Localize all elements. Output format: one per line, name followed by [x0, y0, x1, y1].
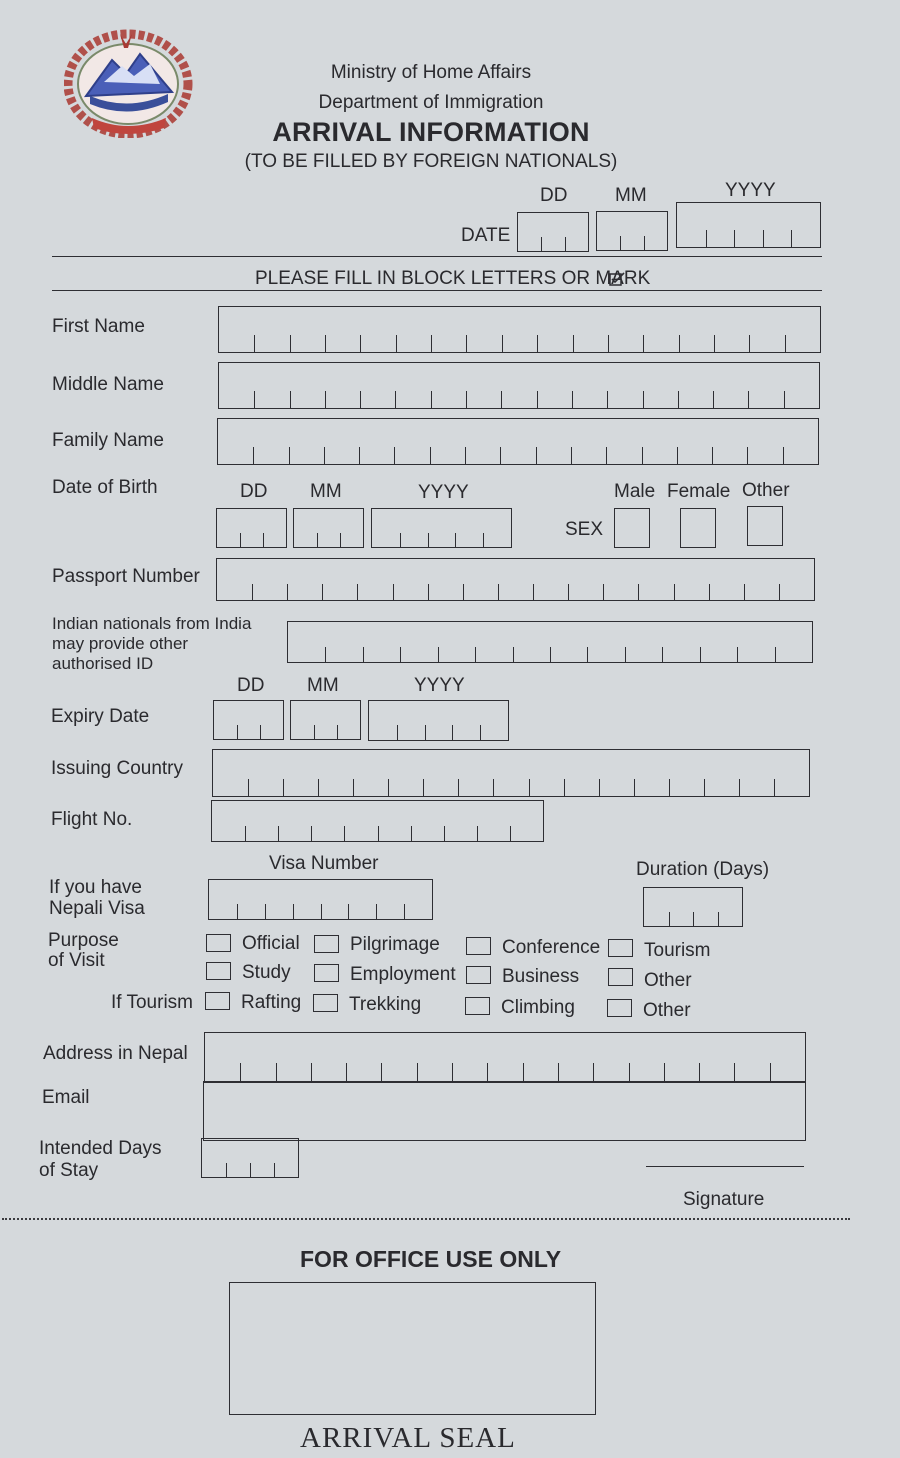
cell-divider [248, 779, 249, 796]
cell-divider [599, 779, 600, 796]
cell-divider [629, 1063, 630, 1082]
cell-divider [466, 391, 467, 408]
cell-divider [346, 1063, 347, 1082]
cell-divider [321, 904, 322, 919]
passport-number-field[interactable] [216, 558, 815, 601]
cell-divider [606, 447, 607, 464]
cell-divider [638, 584, 639, 600]
dob-dd-label: DD [240, 481, 268, 502]
purpose-tourism-checkbox[interactable] [608, 939, 633, 957]
cell-divider [325, 391, 326, 408]
cell-divider [533, 584, 534, 600]
cell-divider [749, 335, 750, 352]
cell-divider [699, 1063, 700, 1082]
cell-divider [411, 826, 412, 841]
tourism-rafting-checkbox[interactable] [205, 992, 230, 1010]
cell-divider [785, 335, 786, 352]
purpose-tourism-label: Tourism [644, 940, 711, 961]
cell-divider [359, 447, 360, 464]
cell-divider [500, 447, 501, 464]
purpose-study-label: Study [242, 962, 291, 983]
cell-divider [783, 447, 784, 464]
cell-divider [558, 1063, 559, 1082]
cell-divider [395, 391, 396, 408]
intended-days-label-line2: of Stay [39, 1160, 99, 1181]
cell-divider [480, 725, 481, 740]
form-subtitle: (TO BE FILLED BY FOREIGN NATIONALS) [244, 151, 618, 172]
cell-divider [322, 584, 323, 600]
cell-divider [353, 779, 354, 796]
sex-other-label: Other [742, 480, 790, 501]
cell-divider [287, 584, 288, 600]
purpose-other-label: Other [644, 970, 692, 991]
intended-days-field[interactable] [201, 1138, 299, 1178]
cell-divider [274, 1163, 275, 1177]
cell-divider [700, 647, 701, 662]
cell-divider [404, 904, 405, 919]
cell-divider [425, 725, 426, 740]
cell-divider [564, 779, 565, 796]
first-name-field[interactable] [218, 306, 821, 353]
department-name: Department of Immigration [318, 92, 544, 113]
purpose-employment-checkbox[interactable] [314, 964, 339, 982]
cell-divider [263, 533, 264, 547]
cell-divider [510, 826, 511, 841]
cell-divider [608, 335, 609, 352]
cell-divider [718, 912, 719, 926]
indian-id-label-line3: authorised ID [52, 654, 154, 673]
cell-divider [744, 584, 745, 600]
cell-divider [431, 335, 432, 352]
sex-other-checkbox[interactable] [747, 506, 783, 546]
purpose-other-checkbox[interactable] [608, 968, 633, 986]
date-yyyy-field[interactable] [676, 202, 821, 248]
tear-off-line [2, 1218, 850, 1220]
cell-divider [293, 904, 294, 919]
office-use-title: FOR OFFICE USE ONLY [300, 1246, 562, 1272]
cell-divider [388, 779, 389, 796]
cell-divider [254, 391, 255, 408]
tourism-trekking-checkbox[interactable] [313, 994, 338, 1012]
tourism-other-checkbox[interactable] [607, 999, 632, 1017]
visa-number-label: Visa Number [269, 853, 379, 874]
purpose-employment-label: Employment [350, 964, 456, 985]
cell-divider [400, 533, 401, 547]
cell-divider [417, 1063, 418, 1082]
cell-divider [674, 584, 675, 600]
cell-divider [593, 1063, 594, 1082]
indian-id-field[interactable] [287, 621, 813, 663]
cell-divider [240, 1063, 241, 1082]
cell-divider [252, 584, 253, 600]
expiry-yyyy-field[interactable] [368, 700, 509, 741]
cell-divider [465, 447, 466, 464]
cell-divider [643, 391, 644, 408]
cell-divider [734, 1063, 735, 1082]
cell-divider [475, 647, 476, 662]
indian-id-label-line1: Indian nationals from India [52, 614, 252, 633]
cell-divider [400, 647, 401, 662]
date-dd-field[interactable] [517, 212, 589, 252]
cell-divider [779, 584, 780, 600]
email-label: Email [42, 1087, 90, 1108]
expiry-date-label: Expiry Date [51, 706, 150, 727]
dob-yyyy-label: YYYY [418, 482, 469, 503]
cell-divider [677, 447, 678, 464]
cell-divider [340, 533, 341, 547]
cell-divider [523, 1063, 524, 1082]
issuing-country-field[interactable] [212, 749, 810, 797]
date-mm-label: MM [615, 185, 647, 206]
family-name-field[interactable] [217, 418, 819, 465]
cell-divider [607, 391, 608, 408]
cell-divider [452, 725, 453, 740]
cell-divider [568, 584, 569, 600]
cell-divider [289, 447, 290, 464]
cell-divider [381, 1063, 382, 1082]
sex-female-label: Female [667, 481, 731, 502]
arrival-seal-box [229, 1282, 596, 1415]
cell-divider [431, 391, 432, 408]
cell-divider [458, 779, 459, 796]
cell-divider [739, 779, 740, 796]
cell-divider [325, 647, 326, 662]
cell-divider [324, 447, 325, 464]
signature-line[interactable] [646, 1166, 804, 1167]
cell-divider [254, 335, 255, 352]
cell-divider [747, 447, 748, 464]
date-label: DATE [461, 225, 511, 246]
cell-divider [763, 230, 764, 247]
tourism-rafting-label: Rafting [241, 992, 302, 1013]
cell-divider [791, 230, 792, 247]
cell-divider [678, 391, 679, 408]
sex-male-label: Male [614, 481, 656, 502]
visa-number-field[interactable] [208, 879, 433, 920]
expiry-yyyy-label: YYYY [414, 675, 465, 696]
cell-divider [363, 647, 364, 662]
address-label: Address in Nepal [43, 1043, 188, 1064]
band-top-rule [52, 256, 822, 257]
cell-divider [664, 1063, 665, 1082]
cell-divider [237, 725, 238, 739]
form-title: ARRIVAL INFORMATION [272, 117, 590, 147]
cell-divider [704, 779, 705, 796]
cell-divider [550, 647, 551, 662]
indian-id-label-line2: may provide other [52, 634, 189, 653]
purpose-conference-label: Conference [502, 937, 601, 958]
cell-divider [541, 237, 542, 251]
cell-divider [775, 647, 776, 662]
cell-divider [748, 391, 749, 408]
sex-label: SEX [565, 519, 604, 540]
cell-divider [283, 779, 284, 796]
cell-divider [240, 533, 241, 547]
cell-divider [642, 447, 643, 464]
cell-divider [498, 584, 499, 600]
middle-name-field[interactable] [218, 362, 820, 409]
cell-divider [314, 725, 315, 739]
cell-divider [393, 584, 394, 600]
dob-dd-field[interactable] [216, 508, 287, 548]
cell-divider [706, 230, 707, 247]
cell-divider [348, 904, 349, 919]
cell-divider [317, 533, 318, 547]
purpose-study-checkbox[interactable] [206, 962, 231, 980]
passport-number-label: Passport Number [52, 566, 200, 587]
visa-label-line1: If you have [49, 877, 142, 898]
cell-divider [565, 237, 566, 251]
dob-mm-field[interactable] [293, 508, 364, 548]
cell-divider [487, 1063, 488, 1082]
cell-divider [784, 391, 785, 408]
cell-divider [571, 447, 572, 464]
purpose-conference-checkbox[interactable] [466, 937, 491, 955]
cell-divider [737, 647, 738, 662]
purpose-business-checkbox[interactable] [466, 966, 491, 984]
dob-mm-label: MM [310, 481, 342, 502]
cell-divider [423, 779, 424, 796]
cell-divider [634, 779, 635, 796]
cell-divider [501, 391, 502, 408]
if-tourism-label: If Tourism [111, 992, 194, 1013]
cell-divider [430, 447, 431, 464]
cell-divider [360, 335, 361, 352]
arrival-seal-label: ARRIVAL SEAL [300, 1422, 516, 1454]
cell-divider [572, 391, 573, 408]
date-dd-label: DD [540, 185, 568, 206]
cell-divider [357, 584, 358, 600]
intended-days-label-line1: Intended Days [39, 1138, 162, 1159]
expiry-dd-field[interactable] [213, 700, 284, 740]
cell-divider [455, 533, 456, 547]
duration-days-label: Duration (Days) [636, 859, 770, 880]
ministry-name: Ministry of Home Affairs [330, 62, 532, 83]
tourism-climbing-checkbox[interactable] [465, 997, 490, 1015]
cell-divider [502, 335, 503, 352]
cell-divider [620, 236, 621, 250]
cell-divider [250, 1163, 251, 1177]
cell-divider [693, 912, 694, 926]
cell-divider [662, 647, 663, 662]
sex-male-checkbox[interactable] [614, 508, 650, 548]
middle-name-label: Middle Name [52, 374, 164, 395]
expiry-mm-label: MM [307, 675, 339, 696]
checkbox-checked-icon [609, 272, 625, 286]
cell-divider [774, 779, 775, 796]
date-of-birth-label: Date of Birth [52, 477, 158, 498]
cell-divider [325, 335, 326, 352]
purpose-pilgrimage-checkbox[interactable] [314, 935, 339, 953]
cell-divider [734, 230, 735, 247]
cell-divider [537, 335, 538, 352]
cell-divider [290, 335, 291, 352]
sex-female-checkbox[interactable] [680, 508, 716, 548]
date-mm-field[interactable] [596, 211, 668, 251]
cell-divider [237, 904, 238, 919]
cell-divider [311, 1063, 312, 1082]
visa-label-line2: Nepali Visa [49, 898, 145, 919]
cell-divider [536, 447, 537, 464]
cell-divider [529, 779, 530, 796]
cell-divider [452, 1063, 453, 1082]
address-field[interactable] [204, 1032, 806, 1083]
cell-divider [466, 335, 467, 352]
signature-label: Signature [683, 1189, 765, 1210]
cell-divider [644, 236, 645, 250]
cell-divider [714, 335, 715, 352]
cell-divider [265, 904, 266, 919]
cell-divider [311, 826, 312, 841]
cell-divider [712, 447, 713, 464]
cell-divider [513, 647, 514, 662]
cell-divider [537, 391, 538, 408]
dob-yyyy-field[interactable] [371, 508, 512, 548]
purpose-business-label: Business [502, 966, 580, 987]
purpose-label-line2: of Visit [48, 950, 105, 971]
cell-divider [444, 826, 445, 841]
purpose-official-checkbox[interactable] [206, 934, 231, 952]
cell-divider [378, 826, 379, 841]
cell-divider [713, 391, 714, 408]
purpose-label-line1: Purpose [48, 930, 119, 951]
cell-divider [643, 335, 644, 352]
cell-divider [337, 725, 338, 739]
cell-divider [245, 826, 246, 841]
issuing-country-label: Issuing Country [51, 758, 184, 779]
duration-days-field[interactable] [643, 887, 743, 927]
cell-divider [290, 391, 291, 408]
cell-divider [477, 826, 478, 841]
cell-divider [679, 335, 680, 352]
family-name-label: Family Name [52, 430, 164, 451]
cell-divider [463, 584, 464, 600]
cell-divider [603, 584, 604, 600]
cell-divider [344, 826, 345, 841]
cell-divider [428, 584, 429, 600]
cell-divider [573, 335, 574, 352]
expiry-mm-field[interactable] [290, 700, 361, 740]
cell-divider [276, 1063, 277, 1082]
cell-divider [278, 826, 279, 841]
flight-no-label: Flight No. [51, 809, 133, 830]
band-bottom-rule [52, 290, 822, 291]
instruction-text: PLEASE FILL IN BLOCK LETTERS OR MARK [255, 268, 651, 289]
tourism-climbing-label: Climbing [501, 997, 575, 1018]
cell-divider [318, 779, 319, 796]
cell-divider [587, 647, 588, 662]
cell-divider [770, 1063, 771, 1082]
cell-divider [260, 725, 261, 739]
date-yyyy-label: YYYY [725, 180, 776, 201]
expiry-dd-label: DD [237, 675, 265, 696]
tourism-trekking-label: Trekking [349, 994, 422, 1015]
purpose-pilgrimage-label: Pilgrimage [350, 934, 440, 955]
cell-divider [438, 647, 439, 662]
tourism-other-label: Other [643, 1000, 691, 1021]
cell-divider [396, 335, 397, 352]
cell-divider [669, 779, 670, 796]
cell-divider [253, 447, 254, 464]
cell-divider [709, 584, 710, 600]
cell-divider [226, 1163, 227, 1177]
cell-divider [397, 725, 398, 740]
flight-no-field[interactable] [211, 800, 544, 842]
purpose-official-label: Official [242, 933, 300, 954]
cell-divider [394, 447, 395, 464]
cell-divider [483, 533, 484, 547]
cell-divider [625, 647, 626, 662]
cell-divider [493, 779, 494, 796]
cell-divider [428, 533, 429, 547]
email-field[interactable] [203, 1081, 806, 1141]
cell-divider [360, 391, 361, 408]
first-name-label: First Name [52, 316, 145, 337]
cell-divider [669, 912, 670, 926]
cell-divider [376, 904, 377, 919]
